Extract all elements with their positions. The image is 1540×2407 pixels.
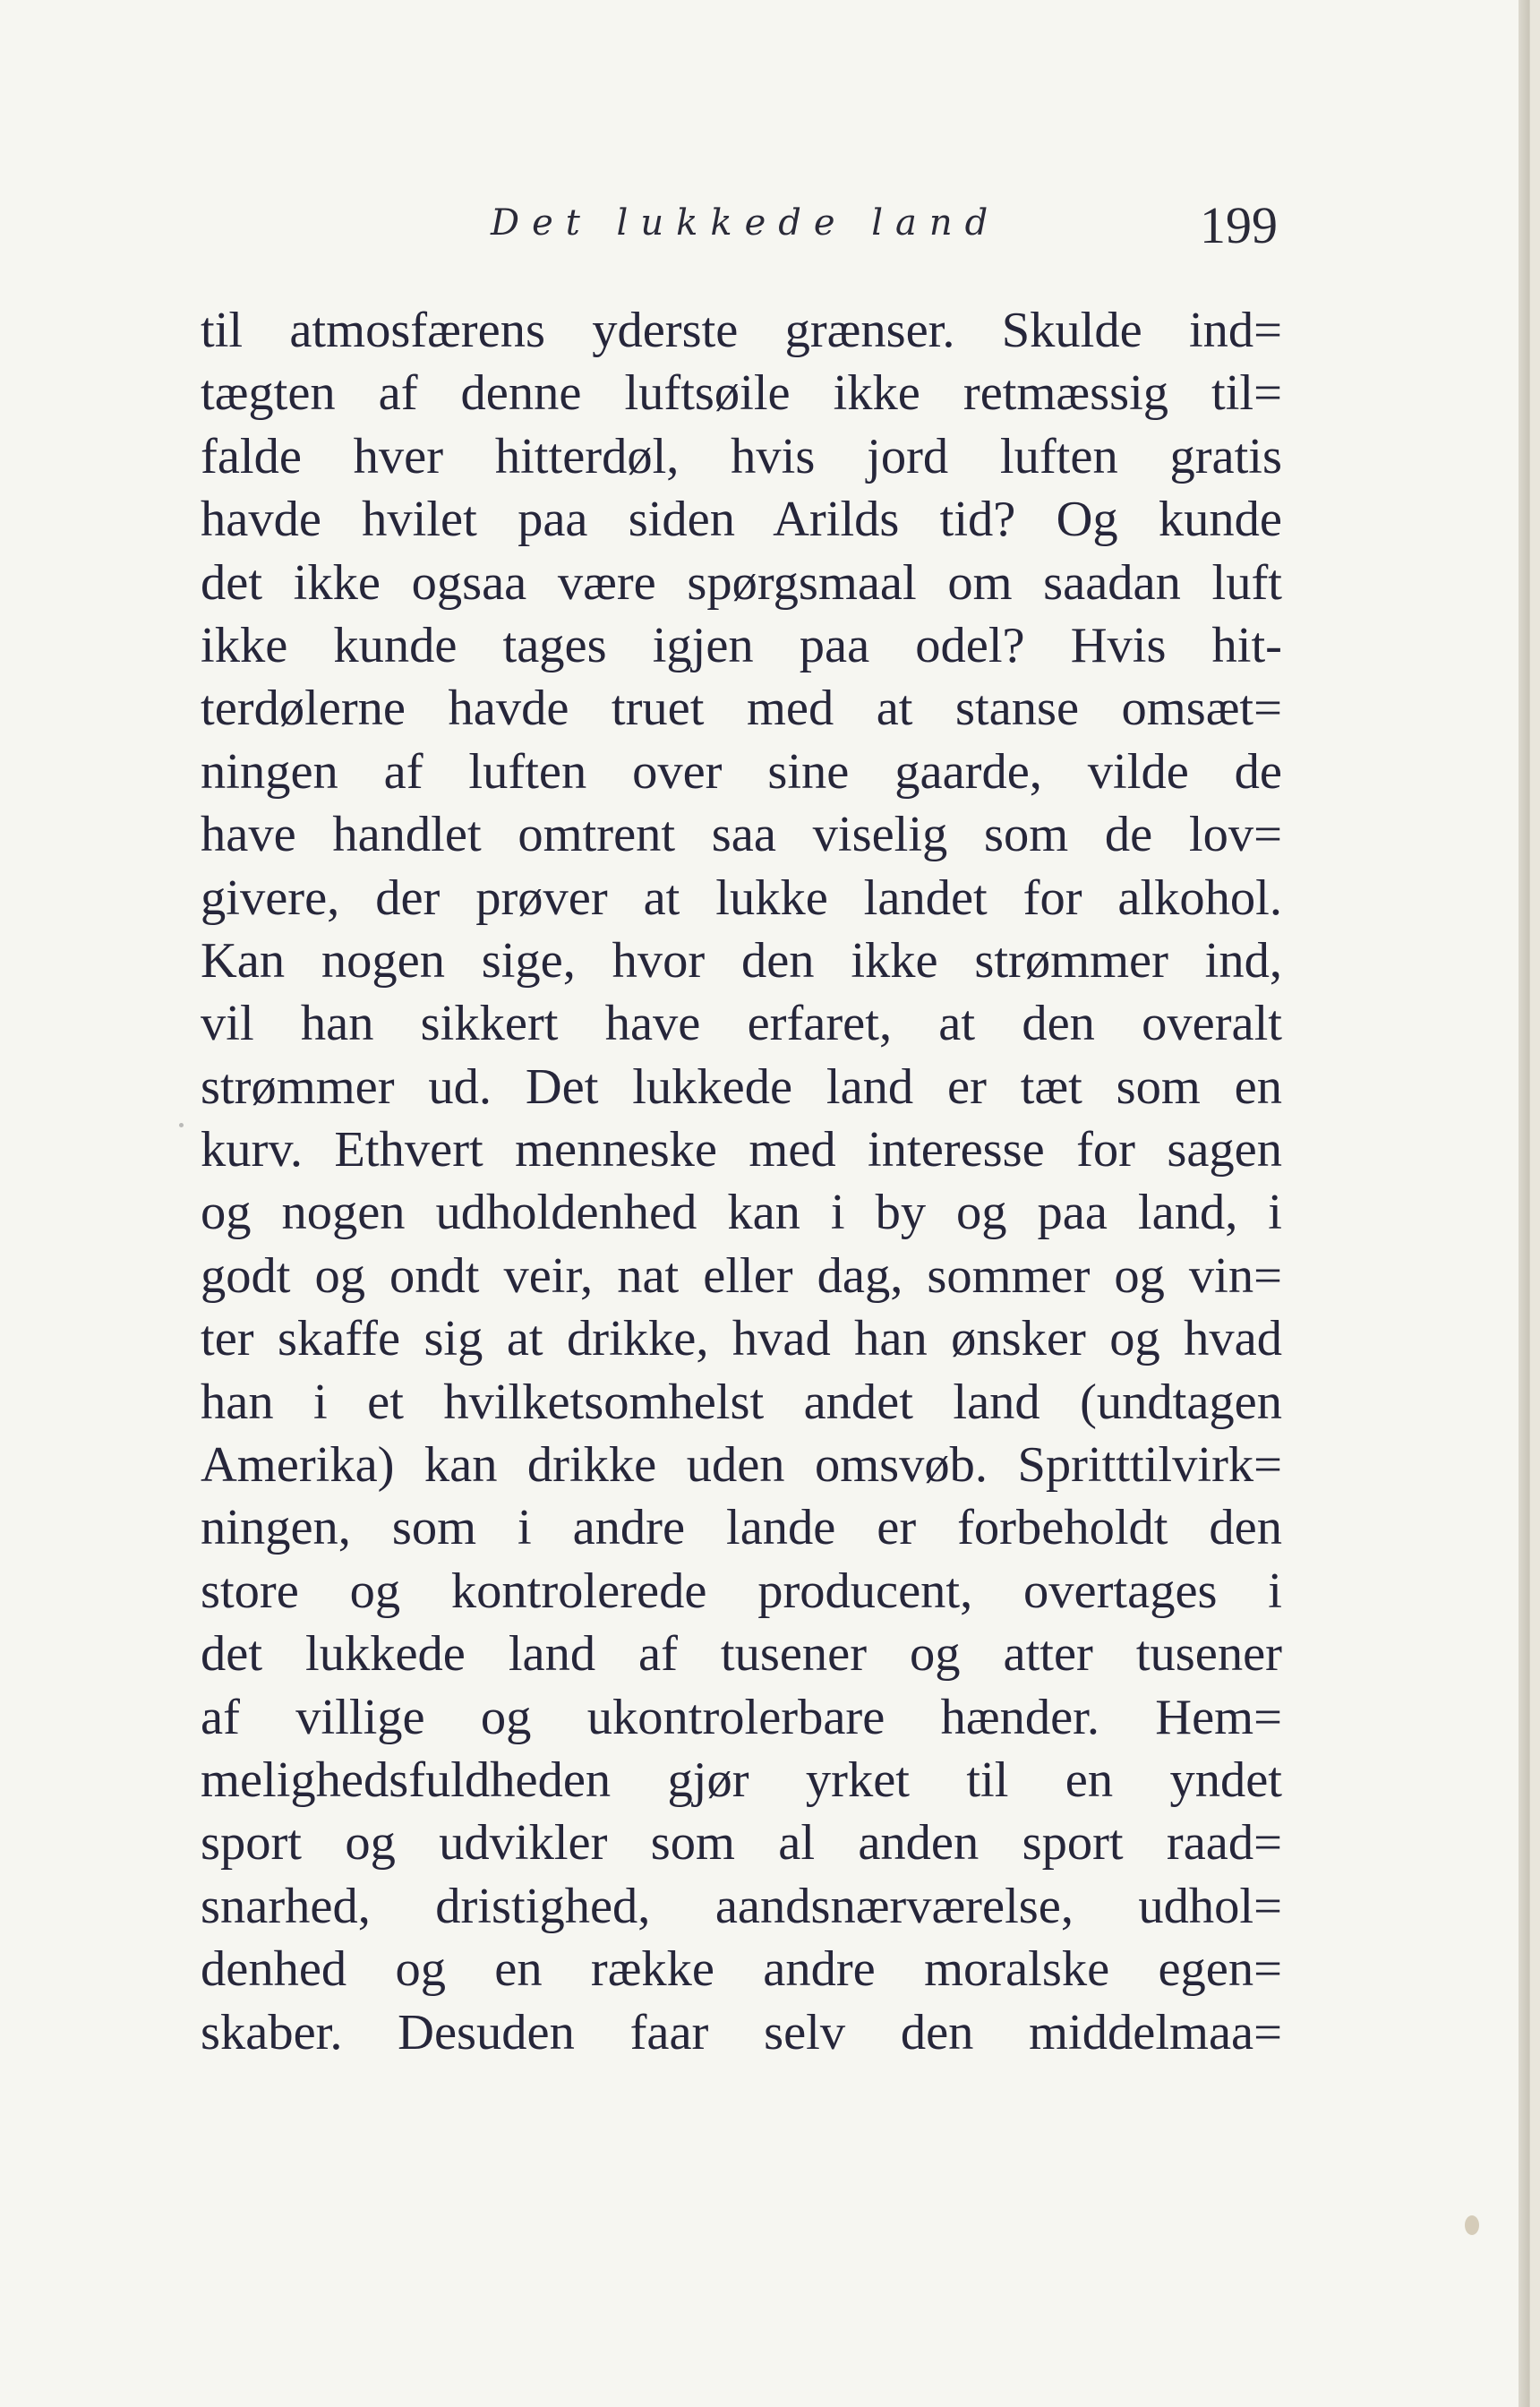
text-line: store og kontrolerede producent, overtages i (201, 1563, 1282, 1619)
text-line: det lukkede land af tusener og atter tusener (201, 1626, 1282, 1683)
text-line: have handlet omtrent saa viselig som de lov= (201, 807, 1282, 863)
text-line: melighedsfuldheden gjør yrket til en yndet (201, 1752, 1282, 1808)
text-line: han i et hvilketsomhelst andet land (undtagen (201, 1374, 1282, 1430)
text-line: skaber. Desuden faar selv den middelmaa= (201, 2004, 1282, 2060)
text-line: snarhed, dristighed, aandsnærværelse, udhol= (201, 1878, 1282, 1934)
text-line: ikke kunde tages igjen paa odel? Hvis hit- (201, 617, 1282, 673)
text-line: af villige og ukontrolerbare hænder. Hem= (201, 1689, 1282, 1745)
text-line: Amerika) kan drikke uden omsvøb. Spritttilvirk= (201, 1437, 1282, 1494)
text-line: strømmer ud. Det lukkede land er tæt som en (201, 1058, 1282, 1115)
text-line: denhed og en række andre moralske egen= (201, 1941, 1282, 1998)
text-line: vil han sikkert have erfaret, at den overalt (201, 996, 1282, 1052)
text-line: og nogen udholdenhed kan i by og paa land, i (201, 1185, 1282, 1241)
text-line: godt og ondt veir, nat eller dag, sommer og vin= (201, 1247, 1282, 1304)
body-text (201, 299, 1282, 2064)
page-edge (1519, 0, 1529, 2407)
paper-speck (1465, 2215, 1479, 2235)
text-line: Kan nogen sige, hvor den ikke strømmer ind, (201, 932, 1282, 989)
paper-speck (179, 1123, 184, 1127)
text-line: ningen af luften over sine gaarde, vilde de (201, 743, 1282, 800)
text-line: ter skaffe sig at drikke, hvad han ønsker og hvad (201, 1311, 1282, 1367)
text-line: givere, der prøver at lukke landet for alkohol. (201, 869, 1282, 926)
text-line: ningen, som i andre lande er forbeholdt den (201, 1500, 1282, 1556)
page-number: 199 (1200, 196, 1278, 254)
running-title: Det lukkede land (491, 202, 1001, 244)
text-line: havde hvilet paa siden Arilds tid? Og kunde (201, 492, 1282, 548)
text-line: det ikke ogsaa være spørgsmaal om saadan luft (201, 554, 1282, 611)
text-line: til atmosfærens yderste grænser. Skulde ind= (201, 303, 1282, 358)
text-line: sport og udvikler som al anden sport raad= (201, 1815, 1282, 1872)
text-line: falde hver hitterdøl, hvis jord luften gratis (201, 428, 1282, 484)
text-line: kurv. Ethvert menneske med interesse for sagen (201, 1122, 1282, 1178)
text-line: tægten af denne luftsøile ikke retmæssig til= (201, 365, 1282, 422)
text-line: terdølerne havde truet med at stanse omsæt= (201, 681, 1282, 737)
